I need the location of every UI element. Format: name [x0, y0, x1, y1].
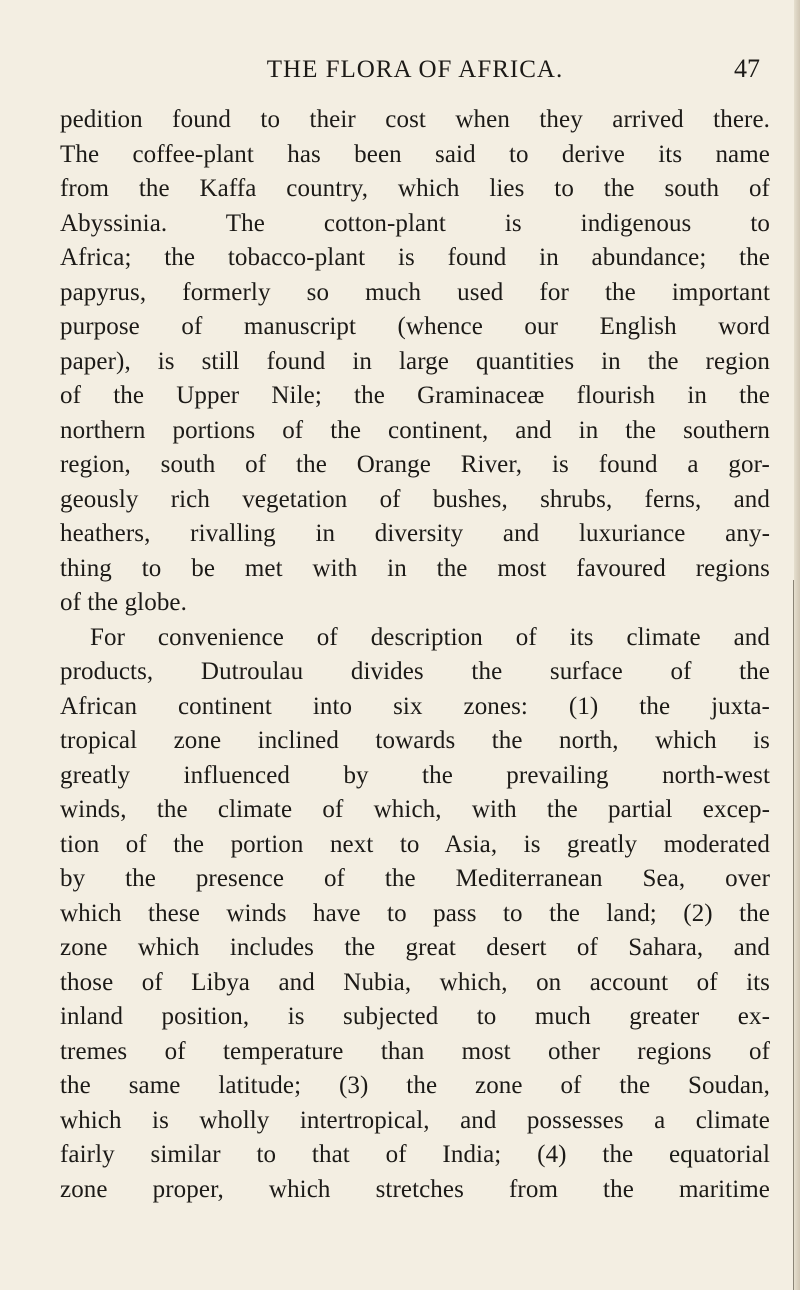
page-number: 47 [734, 54, 760, 83]
text-line: tremes of temperature than most other regions of [60, 1037, 770, 1065]
running-head [70, 50, 760, 90]
text-line: zone which includes the great desert of Sahara, and [60, 934, 770, 961]
text-line: tion of the portion next to Asia, is greatly moderated [60, 830, 770, 858]
text-line: Abyssinia. The cotton-plant is indigenous to [60, 209, 770, 237]
text-line: paper), is still found in large quantities in the region [60, 347, 770, 375]
body-text [60, 103, 770, 1207]
text-line: which is wholly intertropical, and possesses a climate [60, 1106, 770, 1134]
text-line: those of Libya and Nubia, which, on account of its [60, 968, 770, 996]
text-line: products, Dutroulau divides the surface of the [60, 658, 770, 685]
text-line: fairly similar to that of India; (4) the equatorial [60, 1141, 770, 1168]
text-line: inland position, is subjected to much greater ex- [60, 1003, 770, 1030]
text-line: by the presence of the Mediterranean Sea, over [60, 865, 770, 892]
text-line: African continent into six zones: (1) the juxta- [60, 692, 770, 720]
text-line: the same latitude; (3) the zone of the Soudan, [60, 1072, 770, 1099]
text-line: geously rich vegetation of bushes, shrubs, ferns, and [60, 485, 770, 513]
text-line: region, south of the Orange River, is found a gor- [60, 451, 770, 478]
text-line: greatly influenced by the prevailing north-west [60, 761, 770, 789]
text-line: Africa; the tobacco-plant is found in abundance; the [60, 244, 770, 271]
text-line: from the Kaffa country, which lies to the south of [60, 175, 770, 202]
text-line: winds, the climate of which, with the partial excep- [60, 796, 770, 823]
text-line: of the globe. [60, 589, 187, 616]
text-line: northern portions of the continent, and in the southern [60, 416, 770, 444]
text-line: of the Upper Nile; the Graminaceæ flourish in the [60, 382, 770, 409]
text-line: thing to be met with in the most favoured regions [60, 554, 770, 582]
text-line: tropical zone inclined towards the north, which is [60, 727, 770, 754]
page-edge [794, 0, 800, 1290]
text-line: zone proper, which stretches from the maritime [60, 1175, 770, 1203]
text-line: heathers, rivalling in diversity and luxuriance any- [60, 520, 770, 547]
text-line: pedition found to their cost when they arrived there. [60, 106, 770, 133]
running-title: THE FLORA OF AFRICA. [266, 56, 564, 83]
text-line: The coffee-plant has been said to derive its name [60, 140, 770, 168]
text-line: purpose of manuscript (whence our English word [60, 313, 770, 340]
text-line: For convenience of description of its climate and [90, 623, 770, 651]
text-line: papyrus, formerly so much used for the important [60, 278, 770, 306]
text-line: which these winds have to pass to the land; (2) the [60, 899, 770, 927]
